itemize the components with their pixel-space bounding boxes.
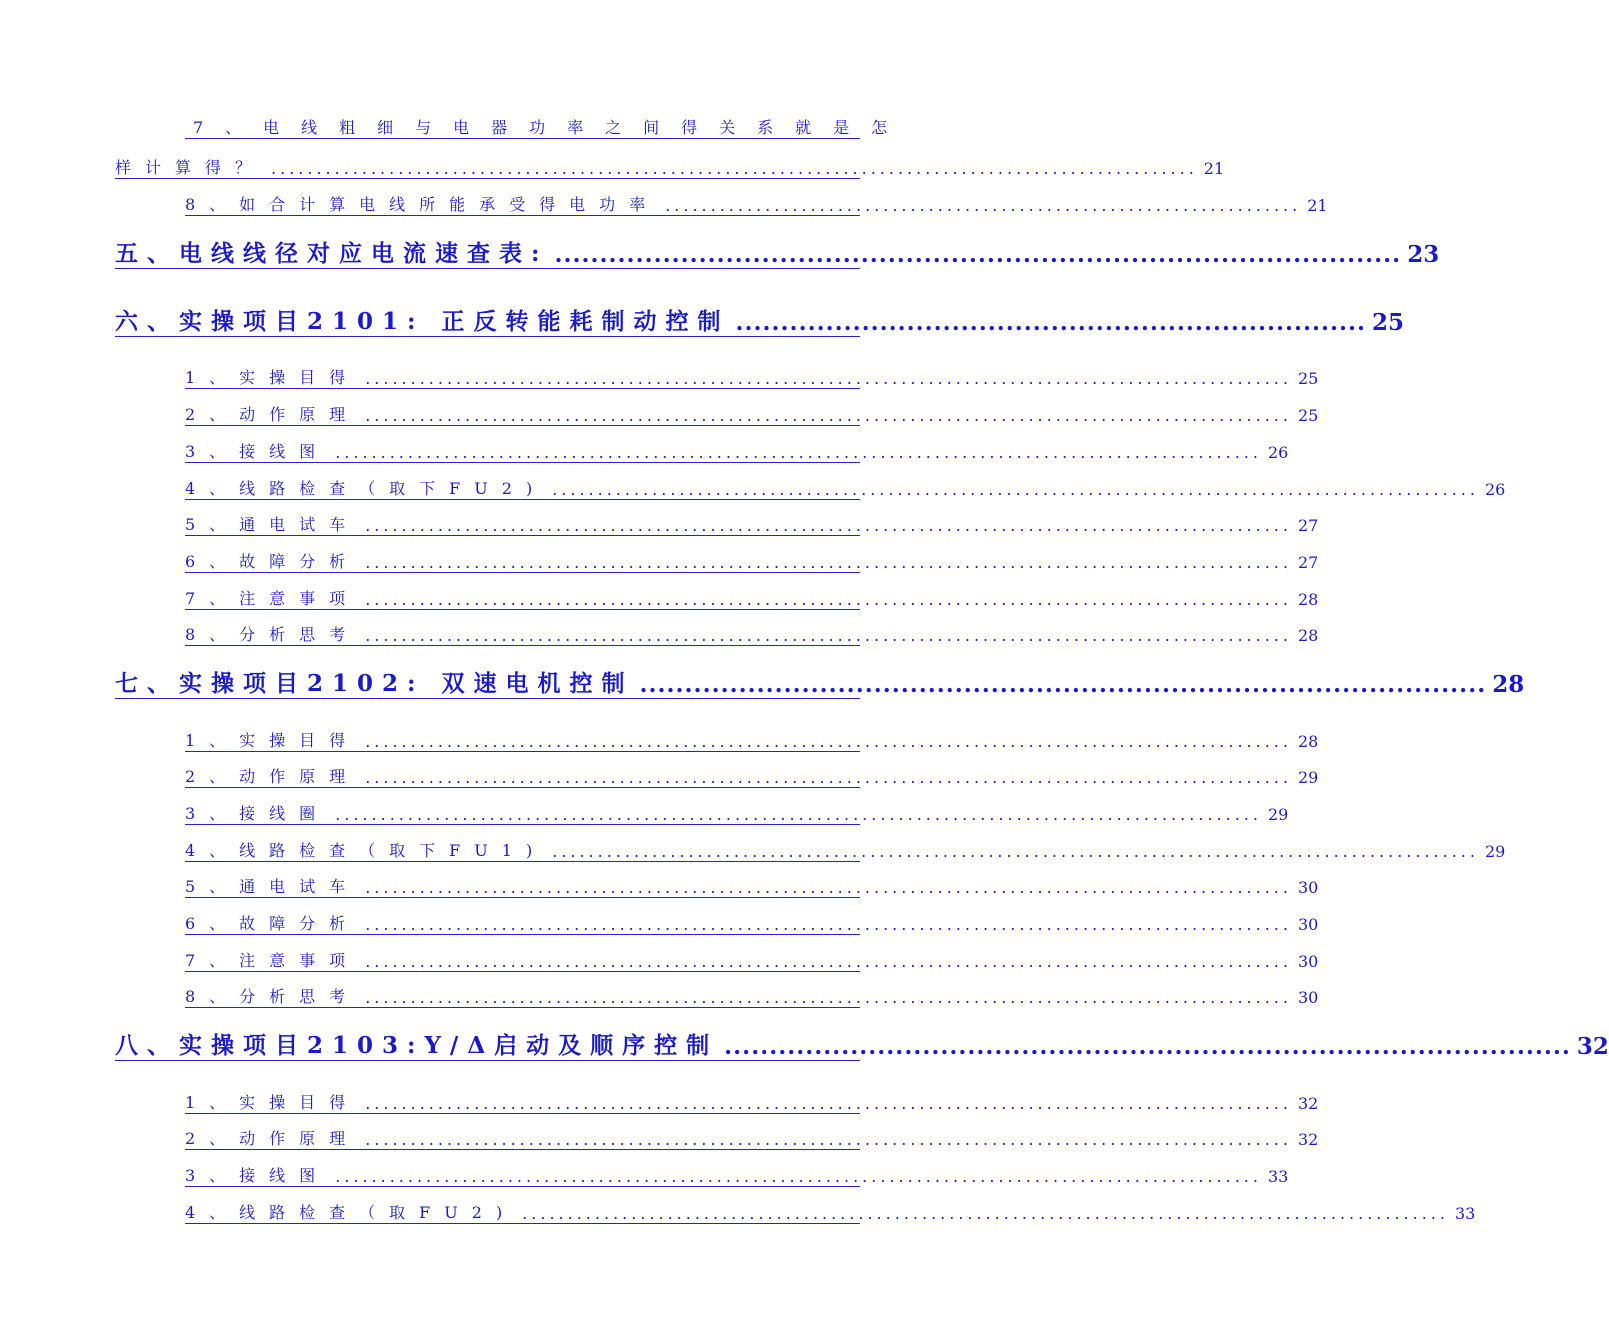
toc-section-7[interactable] [115,668,1525,699]
toc-entry-7-4[interactable] [185,839,1506,862]
toc-entry-8-1[interactable] [185,1091,1319,1114]
toc-leader-dots: .............................................................................................. [639,671,1487,698]
toc-entry-7-line1[interactable] [185,116,910,139]
toc-page-number: 30 [1297,915,1319,934]
toc-leader-dots: ...................................................................................................... [522,1204,1449,1223]
toc-entry-label: 2、动作原理 [185,1129,360,1148]
toc-page-number: 29 [1267,805,1289,824]
toc-leader-dots: ...................................................................................................... [365,732,1292,751]
toc-page-number: 33 [1454,1204,1476,1223]
toc-entry-label: 8、分析思考 [185,625,360,644]
toc-leader-dots: ...................................................................................................... [365,406,1292,425]
toc-entry-label: 8、如合计算电线所能承受得电功率 [185,195,660,214]
toc-section-label: 六、实操项目2101: 正反转能耗制动控制 [115,308,730,335]
toc-leader-dots: ...................................................................................................... [365,369,1292,388]
toc-entry-label: 2、动作原理 [185,405,360,424]
toc-entry-label: 1、实操目得 [185,731,360,750]
toc-entry-label: 5、通电试车 [185,515,360,534]
toc-entry-label: 7、注意事项 [185,951,360,970]
toc-entry-label: 3、接线图 [185,442,330,461]
toc-entry-label: 4、线路检查（取下FU2) [185,479,547,498]
toc-entry-7-5[interactable] [185,875,1319,898]
toc-page-number: 27 [1297,553,1319,572]
toc-leader-dots: ...................................................................................................... [365,1094,1292,1113]
toc-page-number: 29 [1297,768,1319,787]
toc-page-number: 33 [1267,1167,1289,1186]
toc-leader-dots: ...................................................................................................... [552,842,1479,861]
toc-entry-label: 1、实操目得 [185,1093,360,1112]
toc-leader-dots: ...................................................................................................... [365,516,1292,535]
toc-entry-label: 1、实操目得 [185,368,360,387]
toc-page-number: 30 [1297,988,1319,1007]
toc-section-label: 五、电线线径对应电流速查表: [115,240,549,267]
toc-page-number: 32 [1297,1130,1319,1149]
toc-entry-7-6[interactable] [185,912,1319,935]
toc-entry-label: 3、接线图 [185,1166,330,1185]
toc-entry-label: 7、电线粗细与电器功率之间得关系就是怎 [193,118,910,137]
toc-entry-label: 样计算得？ [115,158,266,177]
toc-leader-dots: ...................................................................................................... [365,590,1292,609]
toc-page-number: 21 [1203,159,1225,178]
toc-entry-6-8[interactable] [185,623,1319,646]
toc-page-number: 27 [1297,516,1319,535]
toc-leader-dots: ...................................................................................................... [365,768,1292,787]
toc-page-number: 26 [1267,443,1289,462]
toc-page-number: 25 [1372,309,1405,336]
toc-page-number: 25 [1297,369,1319,388]
toc-leader-dots: ...................................................................................................... [335,1167,1262,1186]
toc-page-number: 30 [1297,878,1319,897]
toc-entry-6-1[interactable] [185,366,1319,389]
toc-section-label: 八、实操项目2103:Y/Δ启动及顺序控制 [115,1032,719,1059]
toc-page-number: 25 [1297,406,1319,425]
toc-entry-8-4[interactable] [185,1201,1476,1224]
toc-entry-8-2[interactable] [185,1127,1319,1150]
toc-entry-label: 5、通电试车 [185,877,360,896]
toc-page-number: 32 [1576,1033,1609,1060]
toc-entry-6-6[interactable] [185,550,1319,573]
toc-entry-7-7[interactable] [185,949,1319,972]
toc-entry-6-7[interactable] [185,587,1319,610]
toc-entry-6-5[interactable] [185,513,1319,536]
toc-leader-dots: ...................................................................................................... [335,805,1262,824]
toc-entry-7-8[interactable] [185,985,1319,1008]
toc-leader-dots: ...................................................................................................... [365,1130,1292,1149]
toc-entry-label: 6、故障分析 [185,552,360,571]
toc-entry-label: 4、线路检查（取FU2) [185,1203,517,1222]
toc-leader-dots: ...................................................................................................... [552,480,1479,499]
toc-section-8[interactable] [115,1030,1609,1061]
toc-entry-label: 4、线路检查（取下FU1) [185,841,547,860]
toc-entry-7-line2[interactable] [115,156,1225,179]
toc-page-number: 26 [1484,480,1506,499]
toc-leader-dots: ...................................................................................................... [365,988,1292,1007]
toc-leader-dots: ...................................................................................................... [271,159,1198,178]
toc-entry-7-1[interactable] [185,729,1319,752]
toc-section-5[interactable] [115,238,1440,269]
toc-leader-dots: ...................................................................... [665,196,1302,215]
toc-entry-7-3[interactable] [185,802,1289,825]
toc-entry-7-2[interactable] [185,765,1319,788]
toc-page-number: 28 [1492,671,1525,698]
toc-entry-6-3[interactable] [185,440,1289,463]
toc-entry-label: 3、接线圈 [185,804,330,823]
toc-page-number: 21 [1307,196,1328,215]
toc-page-number: 28 [1297,732,1319,751]
toc-leader-dots: ...................................................................... [735,309,1367,336]
toc-entry-label: 8、分析思考 [185,987,360,1006]
toc-section-6[interactable] [115,306,1405,337]
toc-leader-dots: ...................................................................................................... [365,626,1292,645]
toc-leader-dots: ...................................................................................................... [365,915,1292,934]
toc-page-number: 30 [1297,952,1319,971]
toc-section-label: 七、实操项目2102: 双速电机控制 [115,670,634,697]
toc-leader-dots: .............................................................................................. [554,241,1402,268]
toc-entry-label: 7、注意事项 [185,589,360,608]
toc-entry-8[interactable] [185,193,1328,216]
toc-leader-dots: ...................................................................................................... [335,443,1262,462]
toc-leader-dots: .............................................................................................. [724,1033,1571,1060]
toc-leader-dots: ...................................................................................................... [365,553,1292,572]
toc-page-number: 28 [1297,590,1319,609]
toc-page-number: 29 [1484,842,1506,861]
toc-page-number: 28 [1297,626,1319,645]
toc-entry-8-3[interactable] [185,1164,1289,1187]
toc-entry-label: 6、故障分析 [185,914,360,933]
toc-page-number: 23 [1407,241,1440,268]
toc-entry-6-4[interactable] [185,477,1506,500]
toc-leader-dots: ...................................................................................................... [365,878,1292,897]
toc-entry-label: 2、动作原理 [185,767,360,786]
toc-entry-6-2[interactable] [185,403,1319,426]
toc-leader-dots: ...................................................................................................... [365,952,1292,971]
toc-page-number: 32 [1297,1094,1319,1113]
